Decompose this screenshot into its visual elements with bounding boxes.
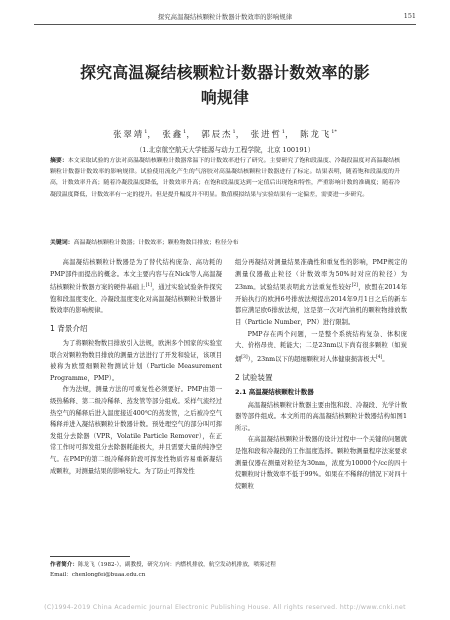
keywords-label: 关键词： [50,240,74,246]
author-name: 张进哲 [250,129,282,139]
body-paragraph: 高温凝结核颗粒计数器主要由饱和段、冷凝段、光学计数器等部件组成。本文所用的高温凝结核颗粒计数器结构如图1所示。 [235,401,407,432]
section-heading: 1 背景介绍 [50,324,88,334]
author-name: 郭辰杰 [201,129,233,139]
author-email-line [50,570,400,580]
paragraph-text: ，通过实验试验条件探究饱和段温度变化、冷凝段温度变化对高温凝结核颗粒计数器计数效率的影响规律。 [50,284,223,315]
paragraph-text: PMP存在两个问题，一是整个系统结构复杂、体积庞大、价格昂贵、耗能大；二是23nm以下尚有很多颗粒（如炭烟 [235,330,407,363]
body-paragraph: 为了将颗粒物数目排放引入法规，欧洲多个国家的实验室联合对颗粒物数目排放的测量方法进行了开发和验证，该项目被称为欧盟细颗粒物测试计划（Particle Measurement Programme，PMP）。 [50,340,222,382]
body-paragraph [50,257,222,317]
body-paragraph: 在高温凝结核颗粒计数器的设计过程中一个关键的问题就是饱和段和冷凝段的工作温度选择。颗粒物测量程序法案要求测量仅器在测量对粒径为30nm，浓度为10000个/cc的四十烷颗粒时计数效率不低于99%。如果在不稀释的情况下对四十烷颗粒 [235,436,407,490]
author-mark: 1 [232,129,236,136]
author-affiliation: （1.北京航空航天大学能源与动力工程学院，北京 100191） [135,146,315,154]
author-bio-text: 陈龙飞（1982-），副教授，研究方向：内燃机排放，航空发动机排放，喷雾过程 [77,562,276,568]
author-mark: 1* [331,129,337,136]
paragraph-text: 组分再凝结对测量结果准确性和重复性的影响，PMP规定的测量仪器截止粒径（计数效率为50%时对应的粒径）为23nm。试验结果表明此方法重复性较好 [235,259,407,292]
author-mark: 1 [281,129,286,136]
body-paragraph: 作为法规，测量方法的可重复性必须要好。PMP由第一级热稀释、第二级冷稀释、蒸发管等部分组成。采样气流经过热空气的稀释后进入温度接近400℃的蒸发管，之后被冷空气稀释并进入凝结核颗粒计数器计数。预处理空气的部分叫可挥发组分去除器（VPR，Volatile Particle Remover），在正常工作时可挥发组分去除器耗能极大，并且需要大量的纯净空气。在PMP的第二级冷稀释阶段可挥发性物质容易重新凝结成颗粒，对测量结果的影响较大。为了防止可挥发性 [50,386,222,475]
right-column [235,257,407,492]
author-mark: 1 [144,129,148,136]
paper-title-line: 响规律 [200,88,250,107]
author-list: 张翠靖$^1$， 张鑫$^1$， 郭辰杰$^1$， 张进哲$^1$， 陈龙飞$^{1*}$ [113,129,337,139]
paper-title-line: 探究高温凝结核颗粒计数器计数效率的影 [80,63,370,82]
copyright-notice: (C)1994-2019 China Academic Journal Electronic Publishing House. All rights reserved. http://www.cnki.net [44,604,406,611]
email-label: Email： [50,572,72,578]
paper-title [50,60,400,110]
author-name: 张鑫 [162,129,184,139]
paragraph-text: 。 [382,355,389,363]
paragraph-text: 高温凝结核颗粒计数器是为了替代结构庞杂、高功耗的PMP部件而提出的概念。本文主要内容与在Nick等人高温凝结核颗粒计数器方案的硬件基础上 [50,259,222,292]
keywords [50,238,400,249]
keywords-text: 高温凝结核颗粒计数器；计数效率；颗粒物数目排放；粒径分布 [73,240,239,246]
author-email: chenlongfei@buaa.edu.cn [71,572,146,578]
citation-ref: [4] [375,354,383,360]
footnote-divider [50,556,130,557]
running-header [34,10,416,25]
author-bio [50,560,400,570]
footnote [50,560,400,580]
subsection-heading: 2.1 高温凝结核颗粒计数器 [235,387,314,396]
section-heading: 2 试验装置 [235,372,273,382]
author-name: 陈龙飞 [300,129,332,139]
left-column [50,257,222,477]
abstract-text: 本文采取试验的方法对高温凝结核颗粒计数器常温下的计数效率进行了研究。主要研究了饱和段温度、冷凝段温度对高温凝结核颗粒计数器计数效率的影响规律。试验使用流化产生的气溶胶对高温凝结核颗粒计数器进行了标定。结果表明，随着饱和段温度的升高，计数效率升高；随着冷凝段温度降低，计数效率升高；在饱和段温度达到一定值后出现饱和特性，严重影响计数的准确度；随着冷凝段温度降低，计数效率有一定的提升。但是提升幅度并不明显。数值模拟结果与实验结果有一定偏差，需要进一步研究。 [50,158,401,198]
paragraph-text: ），23nm以下的超细颗粒对人体健康损害极大 [247,355,376,363]
citation-ref: [1] [145,283,152,289]
citation-ref: [3] [241,354,248,360]
paragraph-text: ，欧盟在2014年开始执行的欧洲6号排放法规提出2014年9月1日之后的新车都应满足欧6排放法规，这是第一次对汽油机的颗粒物排放数目（Particle Number，PN）进行限制。 [235,284,407,327]
body-paragraph [235,257,407,329]
running-header-title: 探究高温凝结核颗粒计数器计数效率的影响规律 [157,13,293,21]
abstract-label: 摘要： [50,158,68,164]
author-mark: 1 [183,129,187,136]
page-number: 151 [403,12,416,20]
body-paragraph [235,329,407,366]
author-name: 张翠靖 [113,129,145,139]
author-bio-label: 作者简介： [50,562,78,568]
citation-ref: [2] [351,283,358,289]
abstract [50,156,400,201]
